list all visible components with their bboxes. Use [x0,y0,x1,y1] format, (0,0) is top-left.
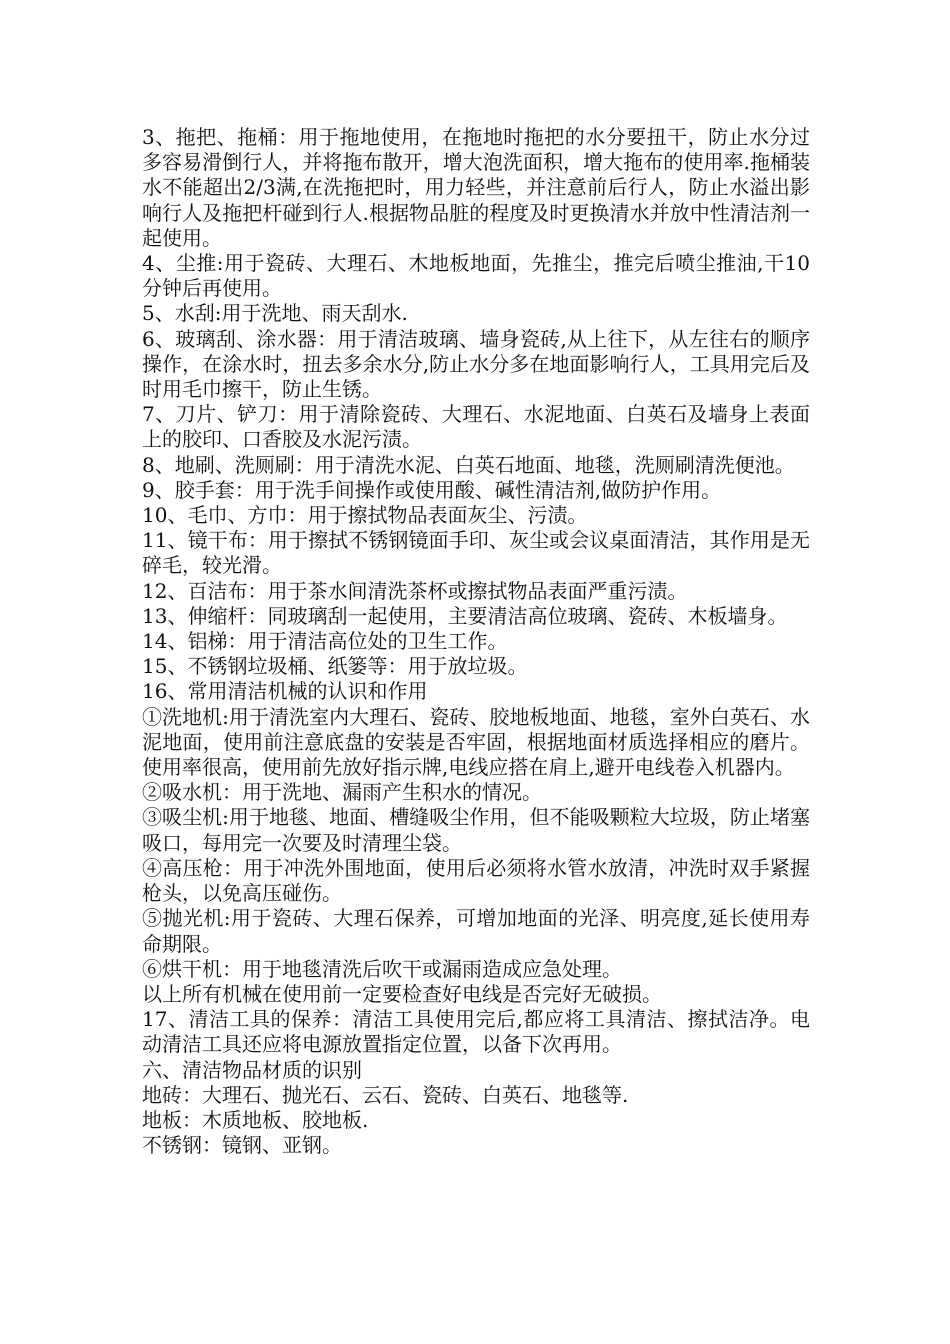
paragraph-item-4-dust-pusher: 4、尘推:用于瓷砖、大理石、木地板地面，先推尘，推完后喷尘推油,干10分钟后再使用。 [142,251,810,301]
paragraph-item-17-maintenance: 17、清洁工具的保养：清洁工具使用完后,都应将工具清洁、擦拭洁净。电动清洁工具还应将电源放置指定位置，以备下次再用。 [142,1007,810,1057]
paragraph-item-16-machines-heading: 16、常用清洁机械的认识和作用 [142,679,428,704]
paragraph-item-3-mop: 3、拖把、拖桶：用于拖地使用，在拖地时拖把的水分要扭干，防止水分过多容易滑倒行人，并将拖布散开，增大泡洗面积，增大拖布的使用率.拖桶装水不能超出2/3满,在洗拖把时，用力轻些，并注意前后行人，防止水溢出影响行人及拖把杆碰到行人.根据物品脏的程度及时更换清水并放中性清洁剂一起使用。 [142,125,810,250]
paragraph-item-5-squeegee: 5、水刮:用于洗地、雨天刮水. [142,301,408,326]
paragraph-item-8-floor-brush: 8、地刷、洗厕刷：用于清洗水泥、白英石地面、地毯，洗厕刷清洗便池。 [142,452,795,477]
paragraph-machine-vacuum-cleaner: ③吸尘机:用于地毯、地面、槽缝吸尘作用，但不能吸颗粒大垃圾，防止堵塞吸口，每用完一次要及时清理尘袋。 [142,805,810,855]
paragraph-item-10-towel: 10、毛巾、方巾：用于擦拭物品表面灰尘、污渍。 [142,503,588,528]
paragraph-material-flooring: 地板：木质地板、胶地板. [142,1107,369,1132]
paragraph-item-9-gloves: 9、胶手套：用于洗手间操作或使用酸、碱性清洁剂,做防护作用。 [142,477,722,502]
paragraph-item-6-glass-scraper: 6、玻璃刮、涂水器：用于清洁玻璃、墙身瓷砖,从上往下，从左往右的顺序操作，在涂水时，扭去多余水分,防止水分多在地面影响行人，工具用完后及时用毛巾擦干，防止生锈。 [142,326,810,402]
document-body [142,125,810,1158]
paragraph-machine-pressure-gun: ④高压枪：用于冲洗外围地面，使用后必须将水管水放清，冲洗时双手紧握枪头，以免高压碰伤。 [142,855,810,906]
paragraph-machine-safety-note: 以上所有机械在使用前一定要检查好电线是否完好无破损。 [142,981,662,1006]
paragraph-item-7-blade: 7、刀片、铲刀：用于清除瓷砖、大理石、水泥地面、白英石及墙身上表面上的胶印、口香胶及水泥污渍。 [142,402,810,452]
paragraph-item-15-trash-bin: 15、不锈钢垃圾桶、纸篓等：用于放垃圾。 [142,654,528,679]
paragraph-machine-water-vacuum: ②吸水机：用于洗地、漏雨产生积水的情况。 [142,780,542,805]
paragraph-machine-dryer: ⑥烘干机：用于地毯清洗后吹干或漏雨造成应急处理。 [142,956,622,981]
paragraph-machine-floor-washer: ①洗地机:用于清洗室内大理石、瓷砖、胶地板地面、地毯，室外白英石、水泥地面，使用前注意底盘的安装是否牢固，根据地面材质选择相应的磨片。使用率很高，使用前先放好指示牌,电线应搭在肩上,避开电线卷入机器内。 [142,704,810,780]
paragraph-item-14-ladder: 14、铝梯：用于清洁高位处的卫生工作。 [142,629,508,654]
section-heading-materials: 六、清洁物品材质的识别 [142,1057,362,1082]
paragraph-item-11-mirror-cloth: 11、镜干布：用于擦拭不锈钢镜面手印、灰尘或会议桌面清洁，其作用是无碎毛，较光滑。 [142,528,810,578]
paragraph-machine-polisher: ⑤抛光机:用于瓷砖、大理石保养，可增加地面的光泽、明亮度,延长使用寿命期限。 [142,906,810,956]
paragraph-item-12-scouring-pad: 12、百洁布：用于茶水间清洗茶杯或擦拭物品表面严重污渍。 [142,578,688,603]
paragraph-material-floor-tiles: 地砖：大理石、抛光石、云石、瓷砖、白英石、地毯等. [142,1082,629,1107]
paragraph-item-13-telescopic-pole: 13、伸缩杆：同玻璃刮一起使用，主要清洁高位玻璃、瓷砖、木板墙身。 [142,603,788,628]
paragraph-material-stainless-steel: 不锈钢：镜钢、亚钢。 [142,1133,342,1158]
